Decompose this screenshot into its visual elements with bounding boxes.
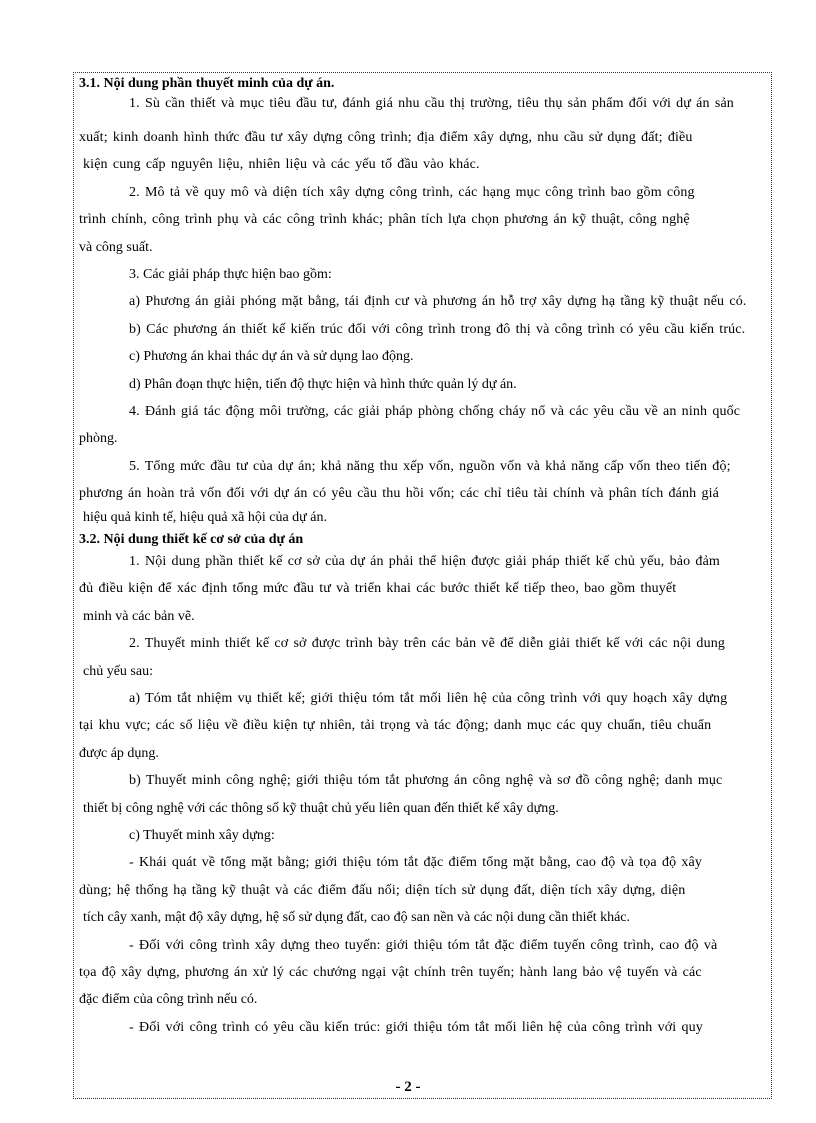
paragraph-line: trình chính, công trình phụ và các công trình khác; phân tích lựa chọn phương án kỹ thuật, công nghệ bbox=[79, 212, 690, 228]
paragraph-line: - Đối với công trình xây dựng theo tuyến: giới thiệu tóm tắt đặc điểm tuyến công trình, cao độ và bbox=[129, 937, 718, 953]
paragraph-line: và công suất. bbox=[79, 239, 153, 255]
paragraph-line: được áp dụng. bbox=[79, 745, 159, 761]
paragraph-line: phương án hoàn trả vốn đối với dự án có yêu cầu thu hồi vốn; các chỉ tiêu tài chính và phân tích đánh giá bbox=[79, 486, 720, 502]
paragraph-line: tọa độ xây dựng, phương án xử lý các chướng ngại vật chính trên tuyến; hành lang bảo vệ tuyến và các bbox=[79, 964, 702, 980]
paragraph-line: xuất; kinh doanh hình thức đầu tư xây dựng công trình; địa điểm xây dựng, nhu cầu sử dụng đất; điều bbox=[79, 130, 693, 145]
paragraph-line: minh và các bản vẽ. bbox=[83, 608, 195, 624]
paragraph-line: chủ yếu sau: bbox=[83, 663, 153, 679]
paragraph-line: c) Thuyết minh xây dựng: bbox=[129, 827, 275, 843]
paragraph-line: a) Phương án giải phóng mặt bằng, tái định cư và phương án hỗ trợ xây dựng hạ tầng kỹ thuật nếu có. bbox=[129, 294, 747, 310]
section-heading: 3.2. Nội dung thiết kế cơ sở của dự án bbox=[79, 532, 304, 548]
paragraph-line: d) Phân đoạn thực hiện, tiến độ thực hiện và hình thức quản lý dự án. bbox=[129, 376, 517, 392]
paragraph-line: 5. Tổng mức đầu tư của dự án; khả năng thu xếp vốn, nguồn vốn và khả năng cấp vốn theo tiến độ; bbox=[129, 458, 731, 474]
paragraph-line: đặc điểm của công trình nếu có. bbox=[79, 992, 258, 1008]
paragraph-line: thiết bị công nghệ với các thông số kỹ thuật chủ yếu liên quan đến thiết kế xây dựng. bbox=[83, 800, 559, 816]
paragraph-line: 1. Sù cần thiết và mục tiêu đầu tư, đánh giá nhu cầu thị trường, tiêu thụ sản phẩm đối với dự án sản bbox=[129, 96, 734, 111]
paragraph-line: hiệu quả kinh tế, hiệu quả xã hội của dự án. bbox=[83, 510, 327, 526]
document-body bbox=[77, 73, 792, 1041]
paragraph-line: - Khái quát về tổng mặt bằng; giới thiệu tóm tắt đặc điểm tổng mặt bằng, cao độ và tọa độ xây bbox=[129, 855, 703, 871]
paragraph-line: b) Các phương án thiết kế kiến trúc đối với công trình trong đô thị và công trình có yêu cầu kiến trúc. bbox=[129, 321, 746, 337]
paragraph-line: tích cây xanh, mật độ xây dựng, hệ số sử dụng đất, cao độ san nền và các nội dung cần thiết khác. bbox=[83, 910, 631, 926]
page-number: - 2 - bbox=[395, 1079, 421, 1095]
paragraph-line: kiện cung cấp nguyên liệu, nhiên liệu và các yếu tố đầu vào khác. bbox=[83, 157, 480, 173]
paragraph-line: đủ điều kiện để xác định tổng mức đầu tư và triển khai các bước thiết kế tiếp theo, bao gồm thuyết bbox=[79, 581, 677, 597]
paragraph-line: 4. Đánh giá tác động môi trường, các giải pháp phòng chống cháy nổ và các yêu cầu về an ninh quốc bbox=[129, 403, 741, 419]
paragraph-line: a) Tóm tắt nhiệm vụ thiết kế; giới thiệu tóm tắt mối liên hệ của công trình với quy hoạch xây dựng bbox=[129, 691, 728, 707]
paragraph-line: dùng; hệ thống hạ tầng kỹ thuật và các điểm đấu nối; diện tích sử dụng đất, diện tích xây dựng, diện bbox=[79, 882, 686, 898]
paragraph-line: 2. Mô tả về quy mô và diện tích xây dựng công trình, các hạng mục công trình bao gồm công bbox=[129, 184, 695, 200]
paragraph-line: tại khu vực; các số liệu về điều kiện tự nhiên, tải trọng và tác động; danh mục các quy chuẩn, tiêu chuẩn bbox=[79, 718, 712, 734]
paragraph-line: 1. Nội dung phần thiết kế cơ sở của dự án phải thể hiện được giải pháp thiết kế chủ yếu, bảo đảm bbox=[129, 554, 720, 570]
paragraph-line: b) Thuyết minh công nghệ; giới thiệu tóm tắt phương án công nghệ và sơ đồ công nghệ; danh mục bbox=[129, 773, 723, 789]
paragraph-line: 2. Thuyết minh thiết kế cơ sở được trình bày trên các bản vẽ để diễn giải thiết kế với các nội dung bbox=[129, 636, 726, 652]
section-heading: 3.1. Nội dung phần thuyết minh của dự án. bbox=[79, 76, 335, 91]
paragraph-line: - Đối với công trình có yêu cầu kiến trúc: giới thiệu tóm tắt mối liên hệ của công trình với quy bbox=[129, 1019, 703, 1035]
paragraph-line: 3. Các giải pháp thực hiện bao gồm: bbox=[129, 266, 332, 282]
paragraph-line: c) Phương án khai thác dự án và sử dụng lao động. bbox=[129, 349, 414, 365]
paragraph-line: phòng. bbox=[79, 431, 118, 447]
